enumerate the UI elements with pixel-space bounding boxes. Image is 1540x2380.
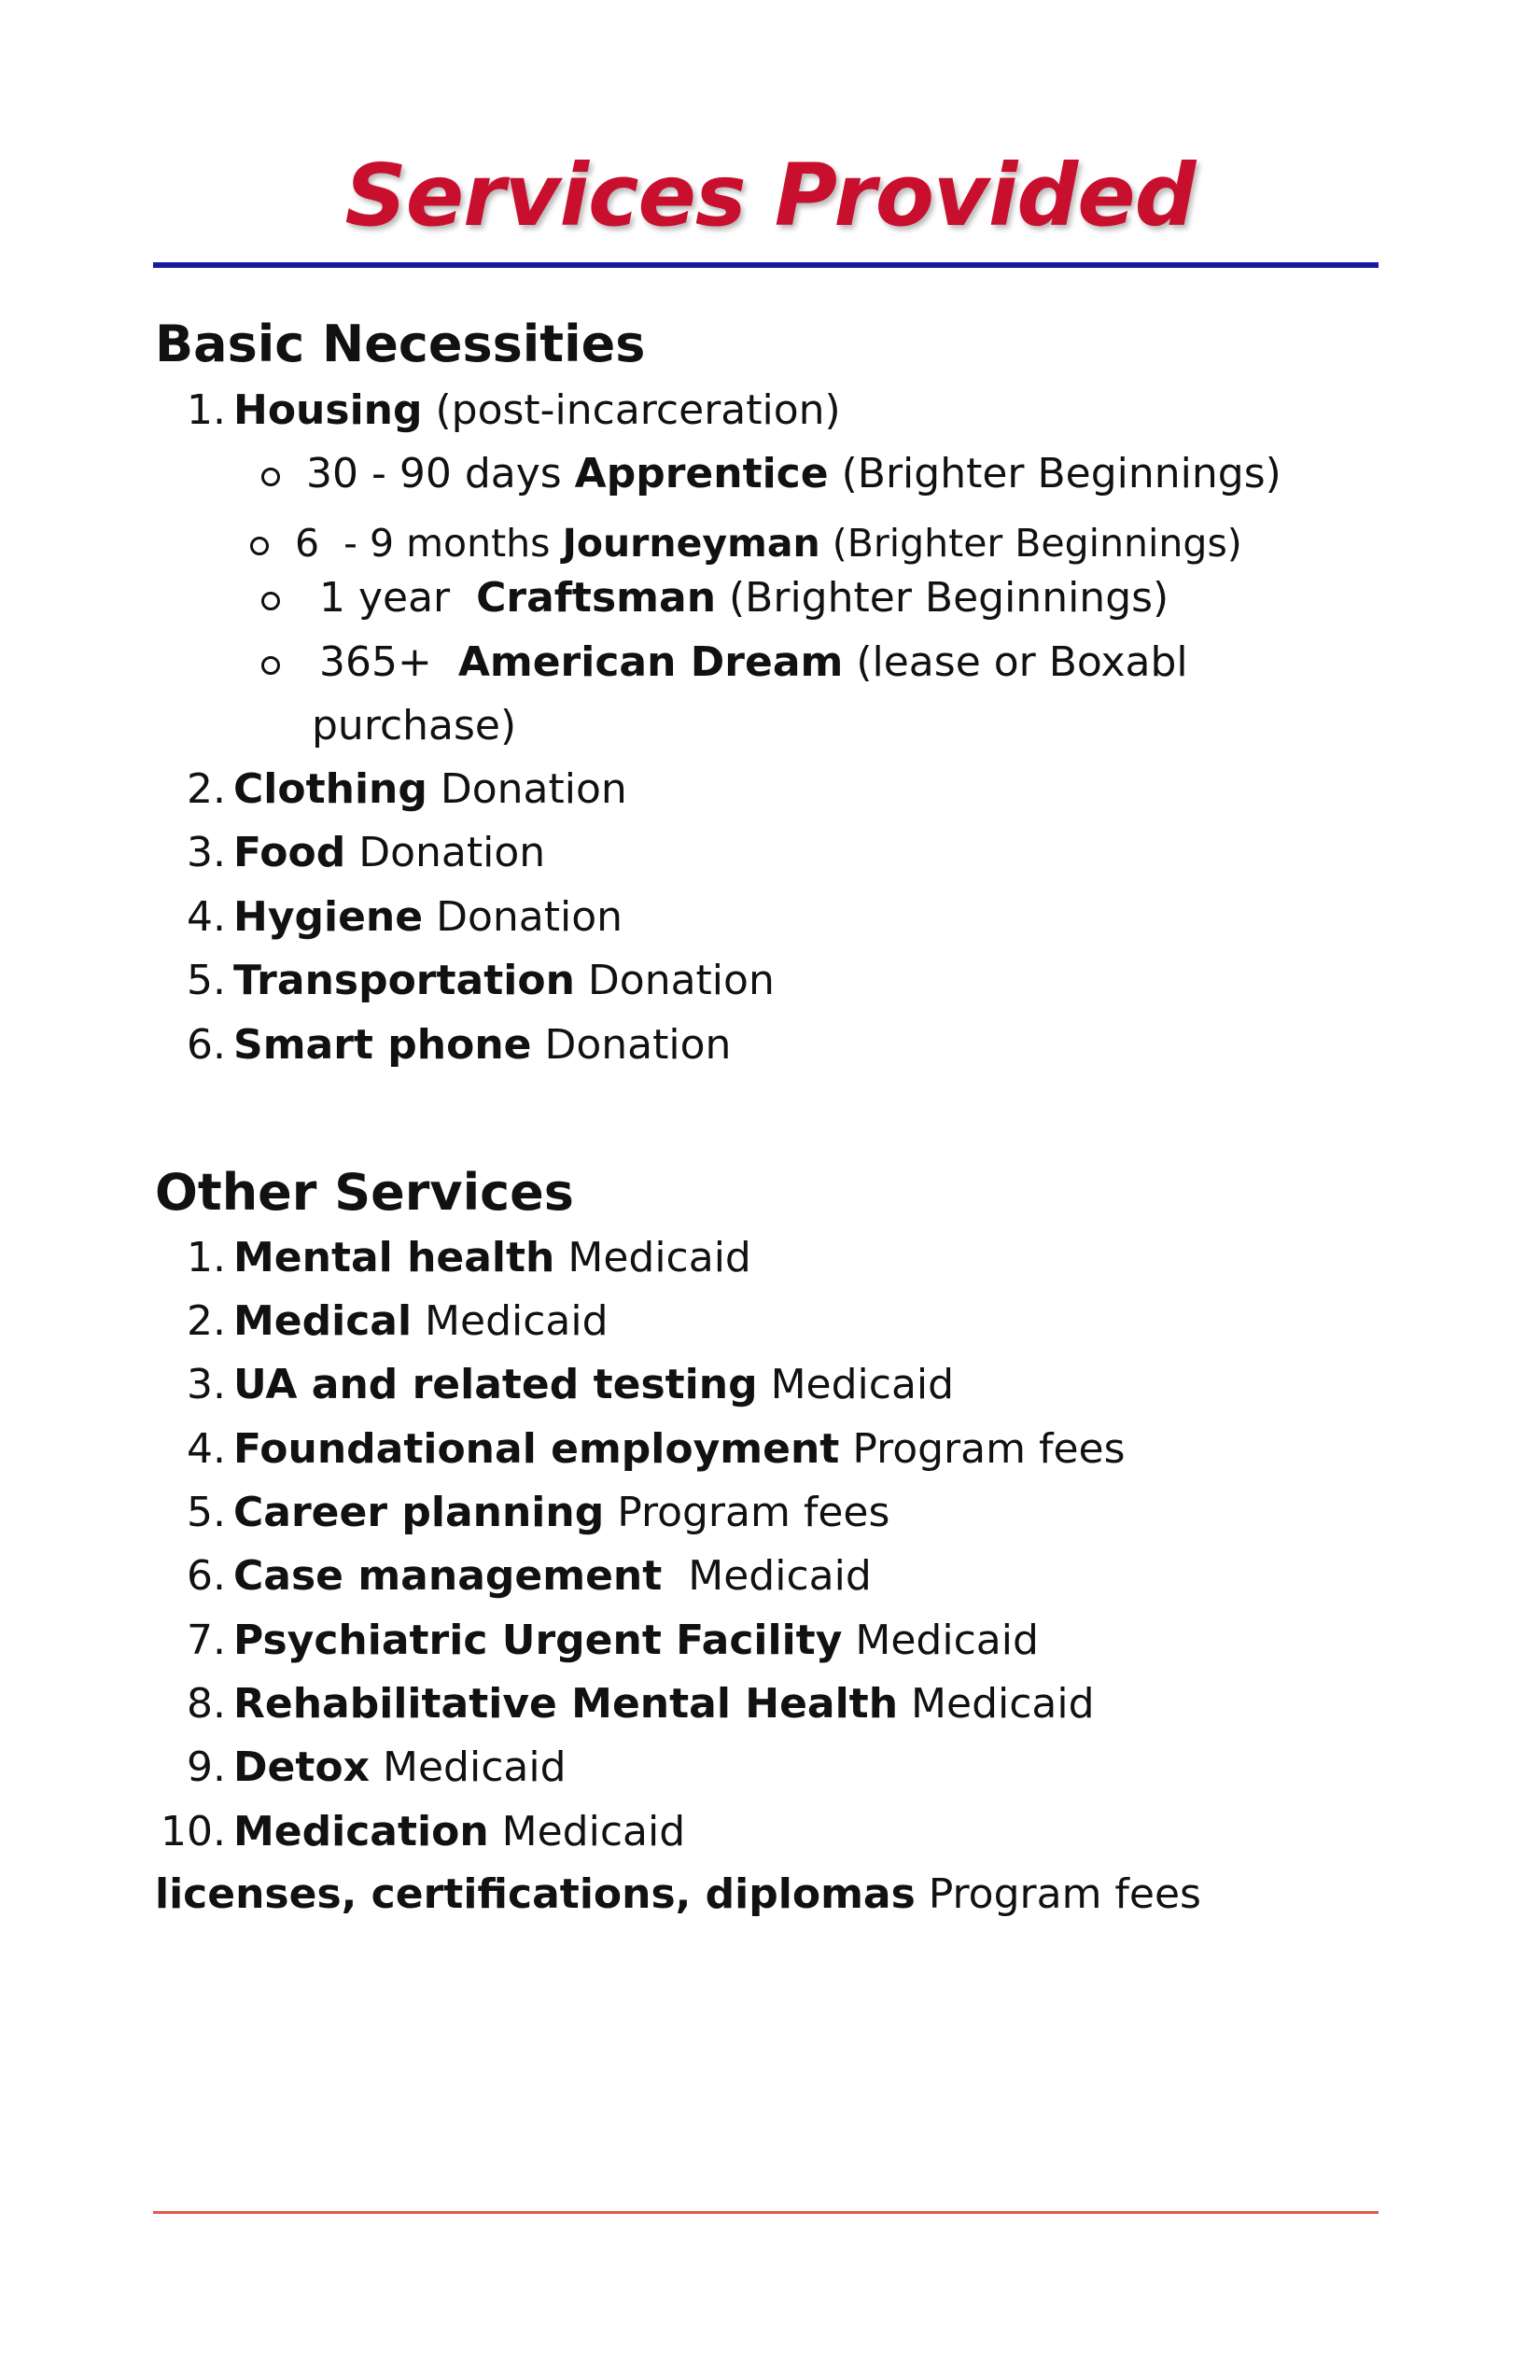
- sub-item-label: Journeyman: [562, 521, 820, 566]
- sub-item-label: Apprentice: [574, 450, 829, 497]
- sub-item-continuation: purchase): [312, 702, 517, 749]
- list-number: 5.: [187, 1489, 226, 1536]
- item-label: Transportation: [233, 957, 575, 1004]
- list-number: 8.: [187, 1680, 226, 1728]
- list-number: 2.: [187, 765, 226, 813]
- item-detail: Medicaid: [488, 1808, 686, 1855]
- circle-bullet-icon: [250, 537, 269, 555]
- sub-item-detail: (Brighter Beginnings): [828, 450, 1281, 497]
- item-label: Mental health: [233, 1234, 555, 1281]
- sub-item-detail: (Brighter Beginnings): [819, 521, 1242, 566]
- item-label: Medication: [233, 1808, 489, 1855]
- list-number: 1.: [187, 386, 226, 434]
- item-detail: Medicaid: [554, 1234, 751, 1281]
- sub-item-duration: 30 - 90 days: [306, 450, 575, 497]
- sub-item-label: American Dream: [457, 638, 844, 686]
- circle-bullet-icon: [261, 592, 280, 610]
- sub-item-detail: (Brighter Beginnings): [716, 574, 1169, 622]
- sub-item-duration: 6 - 9 months: [295, 521, 563, 566]
- item-detail: Donation: [574, 957, 775, 1004]
- list-number: 2.: [187, 1297, 226, 1345]
- item-detail: Program fees: [839, 1425, 1126, 1473]
- item-label: Detox: [233, 1743, 371, 1791]
- item-label: Hygiene: [233, 893, 424, 941]
- item-label: Food: [233, 829, 346, 876]
- item-detail: Program fees: [604, 1489, 890, 1536]
- item-label: licenses, certifications, diplomas: [155, 1870, 916, 1918]
- sub-item-detail: (lease or Boxabl: [843, 638, 1188, 686]
- item-label: UA and related testing: [233, 1361, 758, 1408]
- item-detail: Donation: [423, 893, 623, 941]
- list-number: 1.: [187, 1234, 226, 1281]
- item-detail: (post-incarceration): [435, 386, 841, 434]
- list-item-text: [233, 383, 841, 439]
- sub-item-duration: 365+: [306, 638, 458, 686]
- footer-divider: [153, 2211, 1379, 2214]
- list-number: 10.: [161, 1808, 226, 1855]
- licenses-line: [155, 1867, 1201, 1923]
- sub-item-label: Craftsman: [476, 574, 717, 622]
- item-label: Case management: [233, 1552, 663, 1600]
- item-detail: Program fees: [915, 1870, 1201, 1918]
- item-label: Housing: [233, 386, 423, 434]
- list-number: 6.: [187, 1021, 226, 1069]
- item-detail: Medicaid: [757, 1361, 955, 1408]
- sub-item-duration: 1 year: [306, 574, 477, 622]
- title-divider: [153, 262, 1379, 268]
- list-number: 9.: [187, 1743, 226, 1791]
- item-label: Career planning: [233, 1489, 605, 1536]
- item-label: Medical: [233, 1297, 413, 1345]
- item-label: Rehabilitative Mental Health: [233, 1680, 899, 1728]
- list-number: 5.: [187, 957, 226, 1004]
- list-number: 6.: [187, 1552, 226, 1600]
- circle-bullet-icon: [261, 468, 280, 486]
- item-detail: Medicaid: [842, 1617, 1039, 1664]
- item-detail: Medicaid: [662, 1552, 872, 1600]
- page-title: Services Provided: [344, 146, 1196, 245]
- item-detail: Medicaid: [898, 1680, 1095, 1728]
- item-label: Clothing: [233, 765, 427, 813]
- item-label: Foundational employment: [233, 1425, 840, 1473]
- list-number: 7.: [187, 1617, 226, 1664]
- other-services-heading: Other Services: [155, 1163, 574, 1222]
- circle-bullet-icon: [261, 656, 280, 675]
- item-detail: Donation: [427, 765, 627, 813]
- item-label: Psychiatric Urgent Facility: [233, 1617, 843, 1664]
- item-detail: Medicaid: [370, 1743, 567, 1791]
- list-number: 3.: [187, 829, 226, 876]
- item-detail: Donation: [345, 829, 546, 876]
- list-number: 4.: [187, 1425, 226, 1473]
- list-number: 4.: [187, 893, 226, 941]
- list-number: 3.: [187, 1361, 226, 1408]
- item-detail: Medicaid: [412, 1297, 609, 1345]
- basic-necessities-heading: Basic Necessities: [155, 315, 646, 373]
- item-detail: Donation: [531, 1021, 732, 1069]
- item-label: Smart phone: [233, 1021, 532, 1069]
